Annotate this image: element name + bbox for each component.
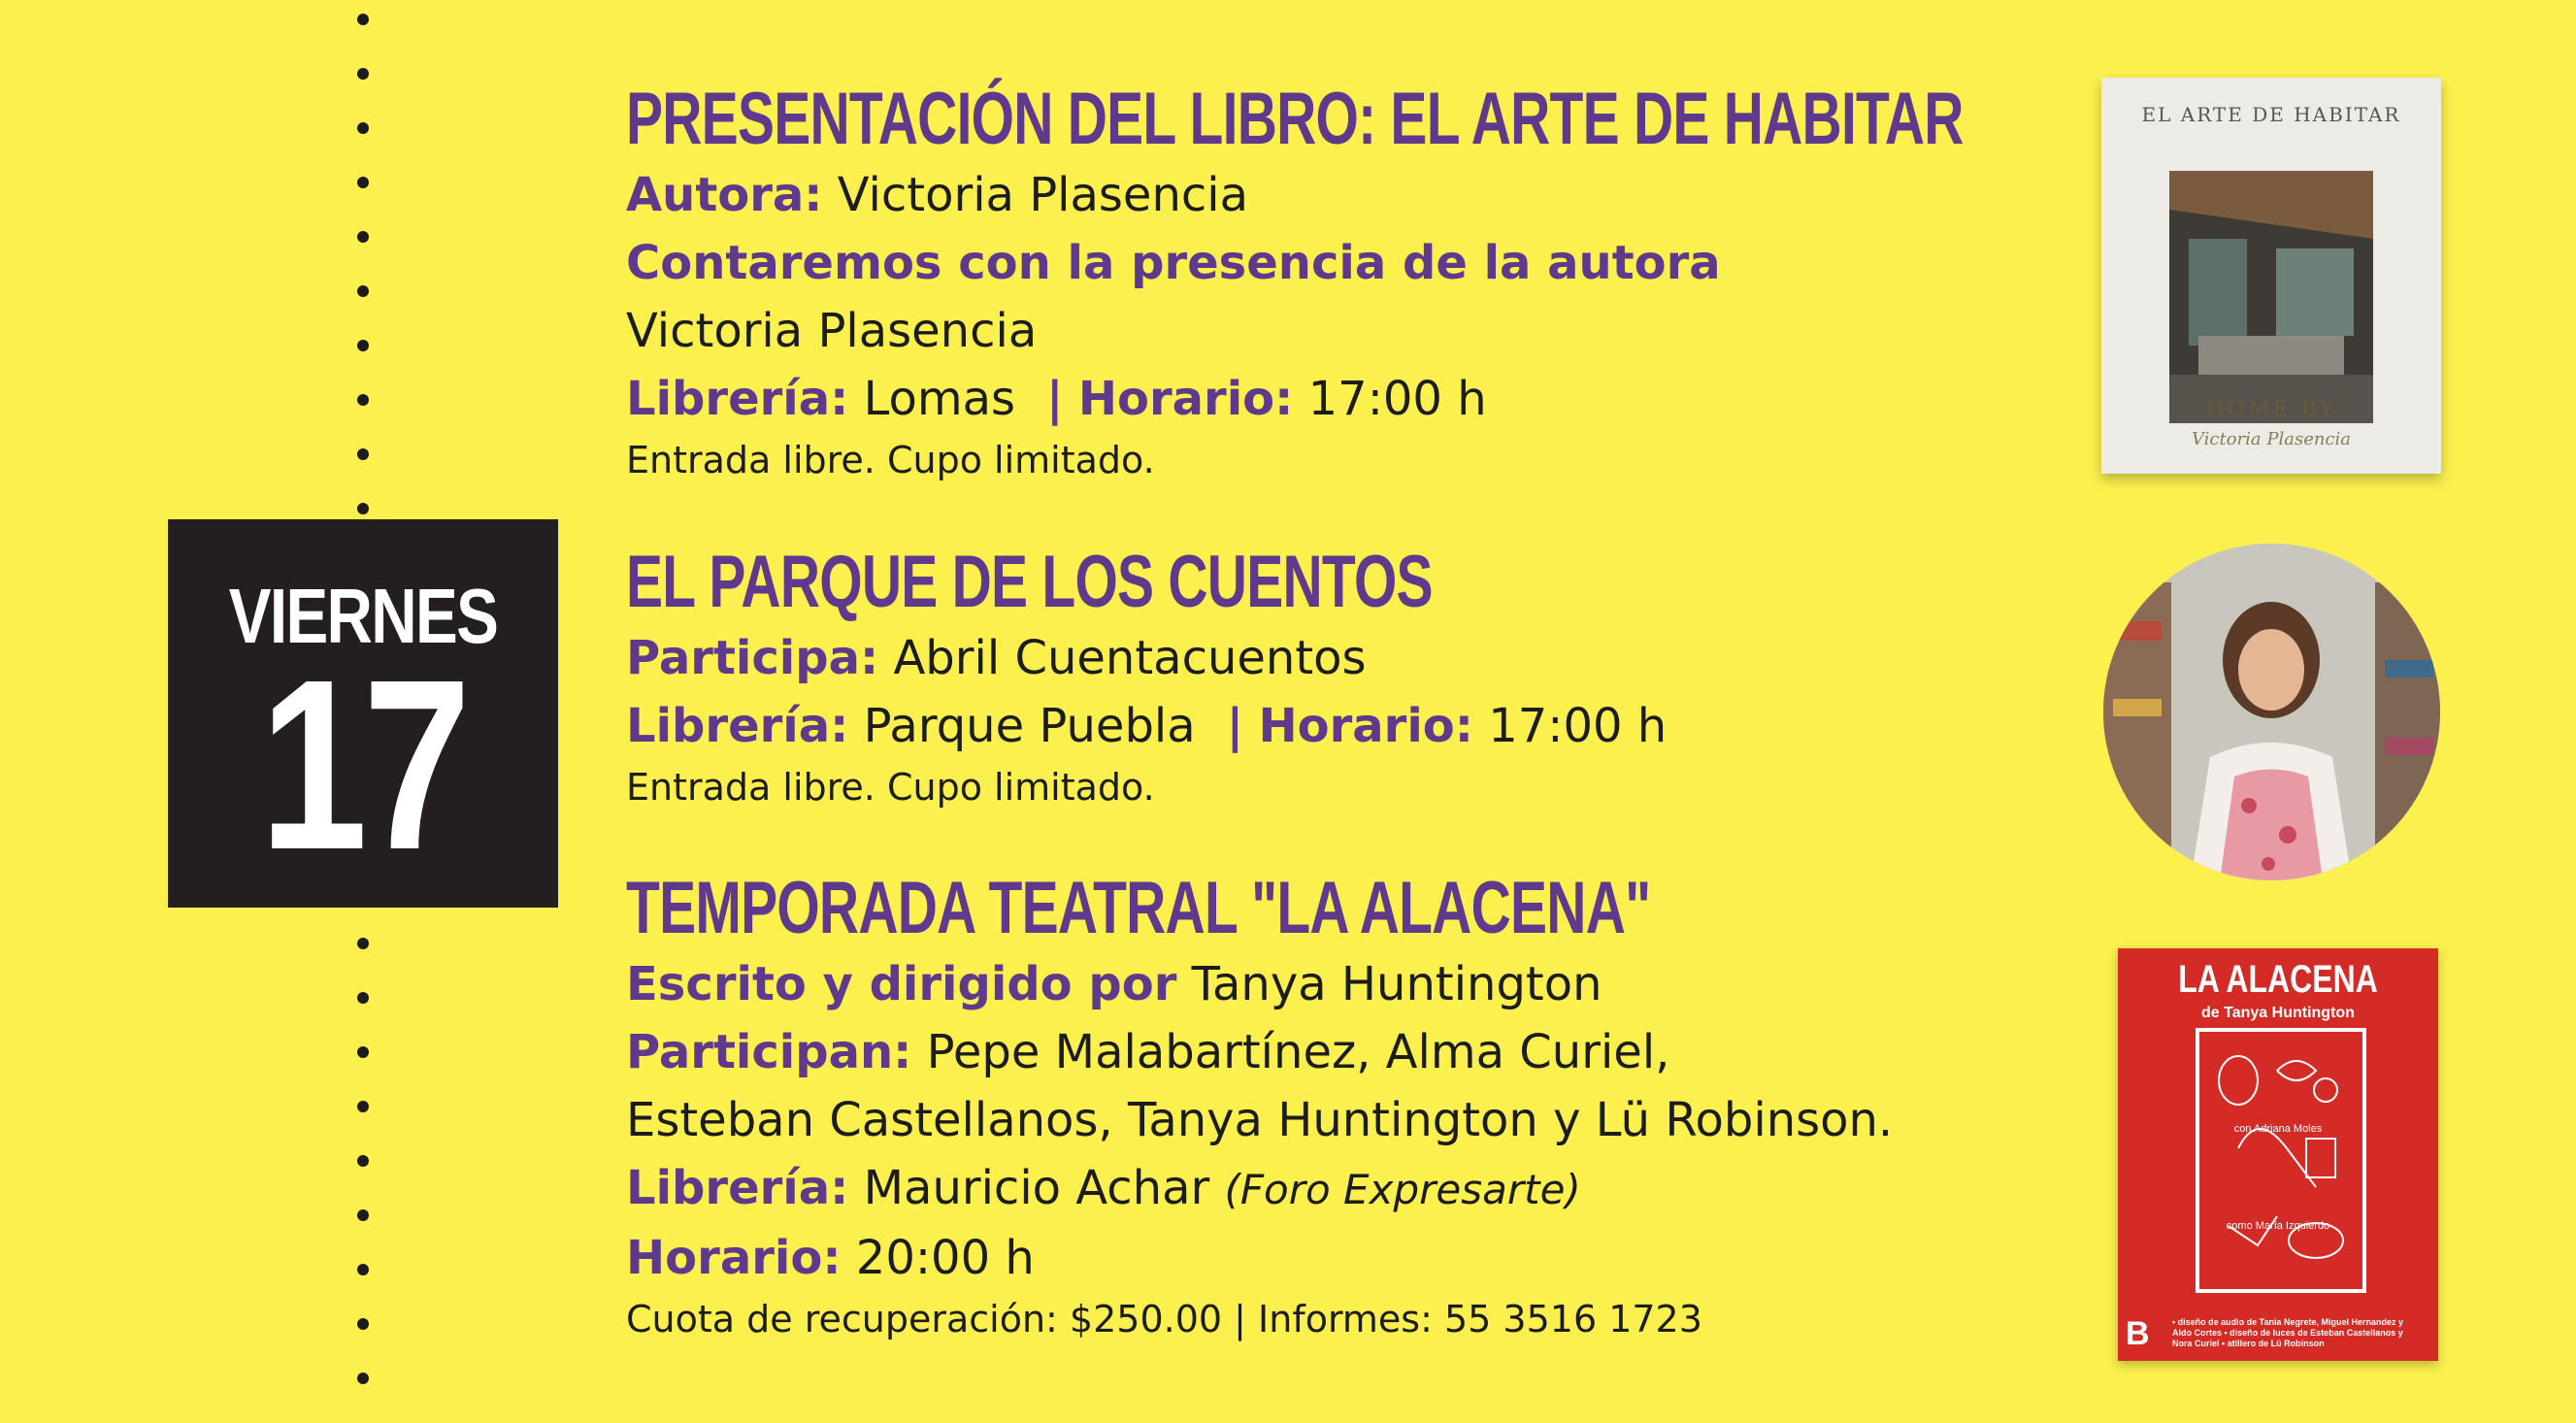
venue-time-line [626,692,1701,760]
timeline-dot [357,68,369,80]
poster-cast-line-2: como María Izquierdo [2226,1220,2330,1232]
timeline-dot [357,503,369,514]
timeline-dot [357,1264,369,1275]
author-name: Victoria Plasencia [837,168,1248,222]
timeline-dot [357,285,369,297]
timeline-dot [357,177,369,188]
poster-subtitle: de Tanya Huntington [2201,1005,2355,1021]
writer-name: Tanya Huntington [1191,957,1602,1011]
timeline-dot [357,122,369,134]
author-presence-name: Victoria Plasencia [626,304,1038,358]
entry-note: Entrada libre. Cupo limitado. [626,439,1155,481]
time-value: 17:00 h [1488,699,1668,753]
time-label: Horario: [1077,372,1294,426]
venue-label: Librería: [626,699,849,753]
storyteller-photo [2103,544,2440,880]
event-title: PRESENTACIÓN DEL LIBRO: EL ARTE DE HABITAR [626,78,1964,160]
participant-label: Participa: [626,631,879,685]
participants-line [626,1018,1992,1086]
time-label: Horario: [626,1231,842,1285]
author-label: Autora: [626,168,823,222]
participant-name: Abril Cuentacuentos [893,631,1367,685]
book-cover-subtitle: HOME BY [2205,398,2337,422]
poster-illustration [2199,1032,2362,1289]
participant-line [626,624,1701,692]
separator: | [1030,372,1064,426]
writer-line [626,950,1992,1018]
timeline-dot [357,992,369,1004]
venue-name: Lomas [863,372,1016,426]
book-cover-signature: Victoria Plasencia [2191,429,2352,449]
venue-label: Librería: [626,372,849,426]
event-title: TEMPORADA TEATRAL "LA ALACENA" [626,867,1651,949]
poster-cast-line-1: con Adriana Moles [2233,1123,2323,1135]
timeline-dot [357,1209,369,1221]
play-poster-image [2118,948,2438,1361]
timeline-dot [357,1373,369,1384]
fee-info-note: Cuota de recuperación: $250.00 | Informes: 55 3516 1723 [626,1298,1702,1340]
weekday-label: VIERNES [228,573,498,659]
time-value: 17:00 h [1307,372,1487,426]
day-number: 17 [259,629,467,900]
event-storytelling [626,541,1701,814]
book-cover-title: EL ARTE DE HABITAR [2141,103,2401,126]
event-theater-season [626,867,1992,1346]
timeline-dot [357,14,369,25]
time-label: Horario: [1258,699,1473,753]
timeline-dot [357,394,369,406]
storyteller-photo-art [2103,544,2440,880]
venue-label: Librería: [626,1161,849,1215]
timeline-dot [357,340,369,351]
timeline-dot [357,938,369,949]
timeline-dot [357,231,369,243]
participants-label: Participan: [626,1025,912,1079]
separator: | [1209,699,1244,753]
date-box [168,519,558,908]
author-presence-note: Contaremos con la presencia de la autora [626,236,1721,290]
venue-name: Mauricio Achar [863,1161,1210,1215]
timeline-dot [357,448,369,460]
timeline-dot [357,1318,369,1330]
timeline-dot [357,1101,369,1112]
writer-label: Escrito y dirigido por [626,957,1177,1011]
poster-title: LA ALACENA [2178,958,2378,1001]
time-line [626,1224,1992,1292]
participants-names-1: Pepe Malabartínez, Alma Curiel, [926,1025,1670,1079]
time-value: 20:00 h [855,1231,1035,1285]
entry-note: Entrada libre. Cupo limitado. [626,766,1155,809]
poster-illustration-frame [2196,1028,2366,1293]
book-cover-image [2101,78,2441,474]
venue-line [626,1154,1992,1224]
venue-note: (Foro Expresarte) [1224,1166,1581,1213]
poster-publisher-logo: B [2126,1315,2150,1352]
timeline-dot [357,1155,369,1167]
timeline-dot [357,1046,369,1058]
event-title: EL PARQUE DE LOS CUENTOS [626,541,1433,623]
venue-name: Parque Puebla [863,699,1196,753]
poster-credits: • diseño de audio de Tania Negrete, Miguel Hernandez y Aldo Cortes • diseño de luces de Esteban Castellanos y Nora Curiel • atillero de Lü Robinson [2172,1317,2404,1348]
participants-names-2: Esteban Castellanos, Tanya Huntington y Lü Robinson. [626,1093,1894,1147]
